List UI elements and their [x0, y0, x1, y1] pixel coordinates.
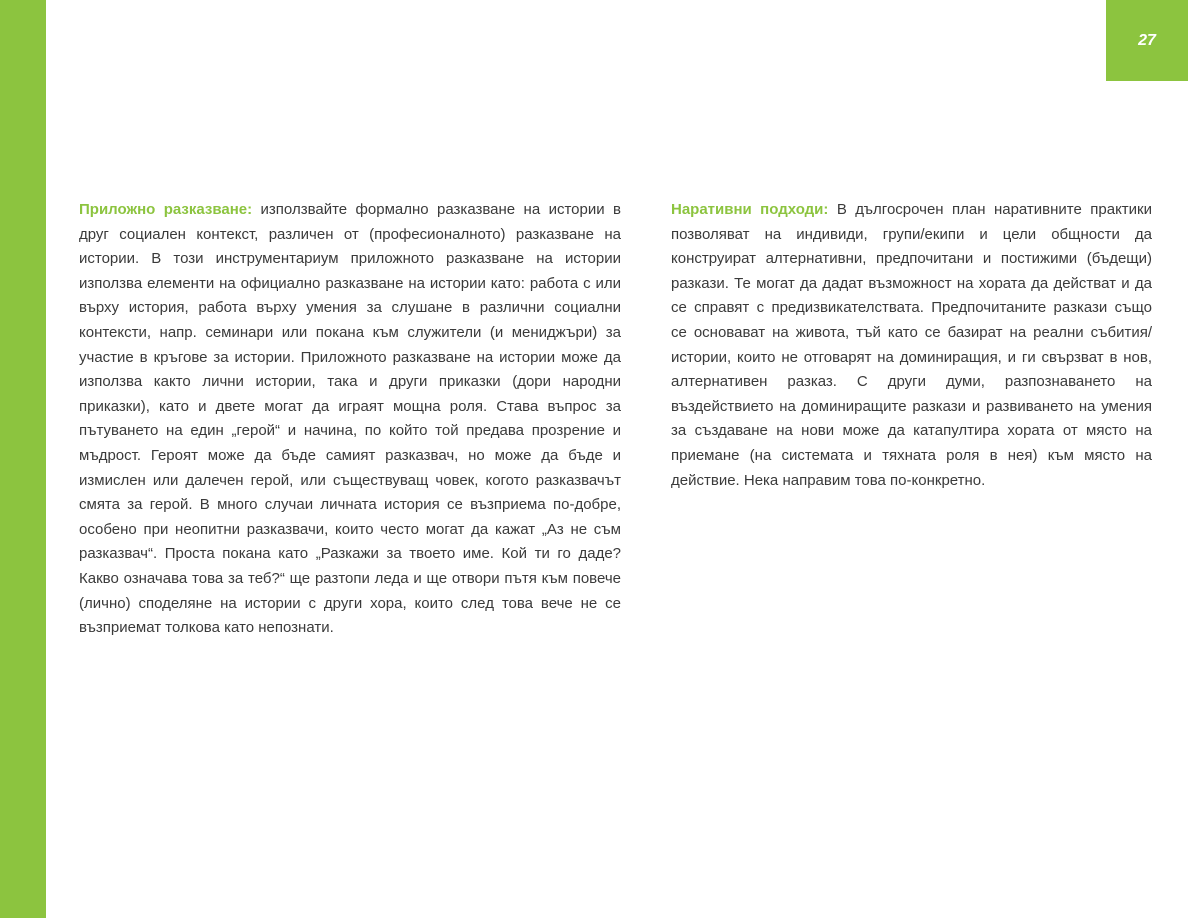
- section-lead-applied-storytelling: Приложно разказване:: [79, 201, 253, 218]
- section-applied-storytelling: [79, 198, 621, 641]
- section-narrative-approaches: [671, 198, 1152, 493]
- page-number: 27: [1138, 31, 1156, 49]
- left-accent-bar: [0, 0, 46, 918]
- section-body-applied-storytelling: използвайте формално разказване на истории в друг социален контекст, различен от (професионалното) разказване на истории. В този инструментариум приложното разказване на истории използва елементи на официално разказване на истории като: работа с или върху история, работа върху умения за слушане в различни социални контексти, напр. семинари или покана към служители (и мениджъри) за участие в кръгове за истории. Приложното разказване на истории може да използва както лични истории, така и други приказки (дори народни приказки), като и двете могат да играят мощна роля. Става въпрос за пътуването на един „герой“ и начина, по който той предава прозрение и мъдрост. Героят може да бъде самият разказвач, но може да бъде и измислен или далечен герой, или съществуващ човек, когото разказвачът смята за герой. В много случаи личната история се възприема по-добре, особено при неопитни разказвачи, които често могат да кажат „Аз не съм разказвач“. Проста покана като „Разкажи за твоето име. Кой ти го даде? Какво означава това за теб?“ ще разтопи леда и ще отвори пътя към повече (лично) споделяне на истории с други хора, които след това вече не се възприемат толкова като непознати.: [79, 201, 622, 637]
- page-number-badge: [1106, 0, 1188, 81]
- section-body-narrative-approaches: В дългосрочен план наративните практики позволяват на индивиди, групи/екипи и цели общности да конструират алтернативни, предпочитани и постижими (бъдещи) разкази. Те могат да дадат възможност на хората да действат и да се справят с предизвикателствата. Предпочитаните разкази също се основават на живота, тъй като се базират на реални събития/истории, които не отговарят на доминиращия, и ги свързват в нов, алтернативен разказ. С други думи, разпознаването на въздействието на доминиращите разкази и развиването на умения за създаване на нови може да катапултира хората от място на приемане (на системата и тяхната роля в нея) към място на действие. Нека направим това по-конкретно.: [671, 201, 1153, 489]
- section-lead-narrative-approaches: Наративни подходи:: [671, 201, 829, 218]
